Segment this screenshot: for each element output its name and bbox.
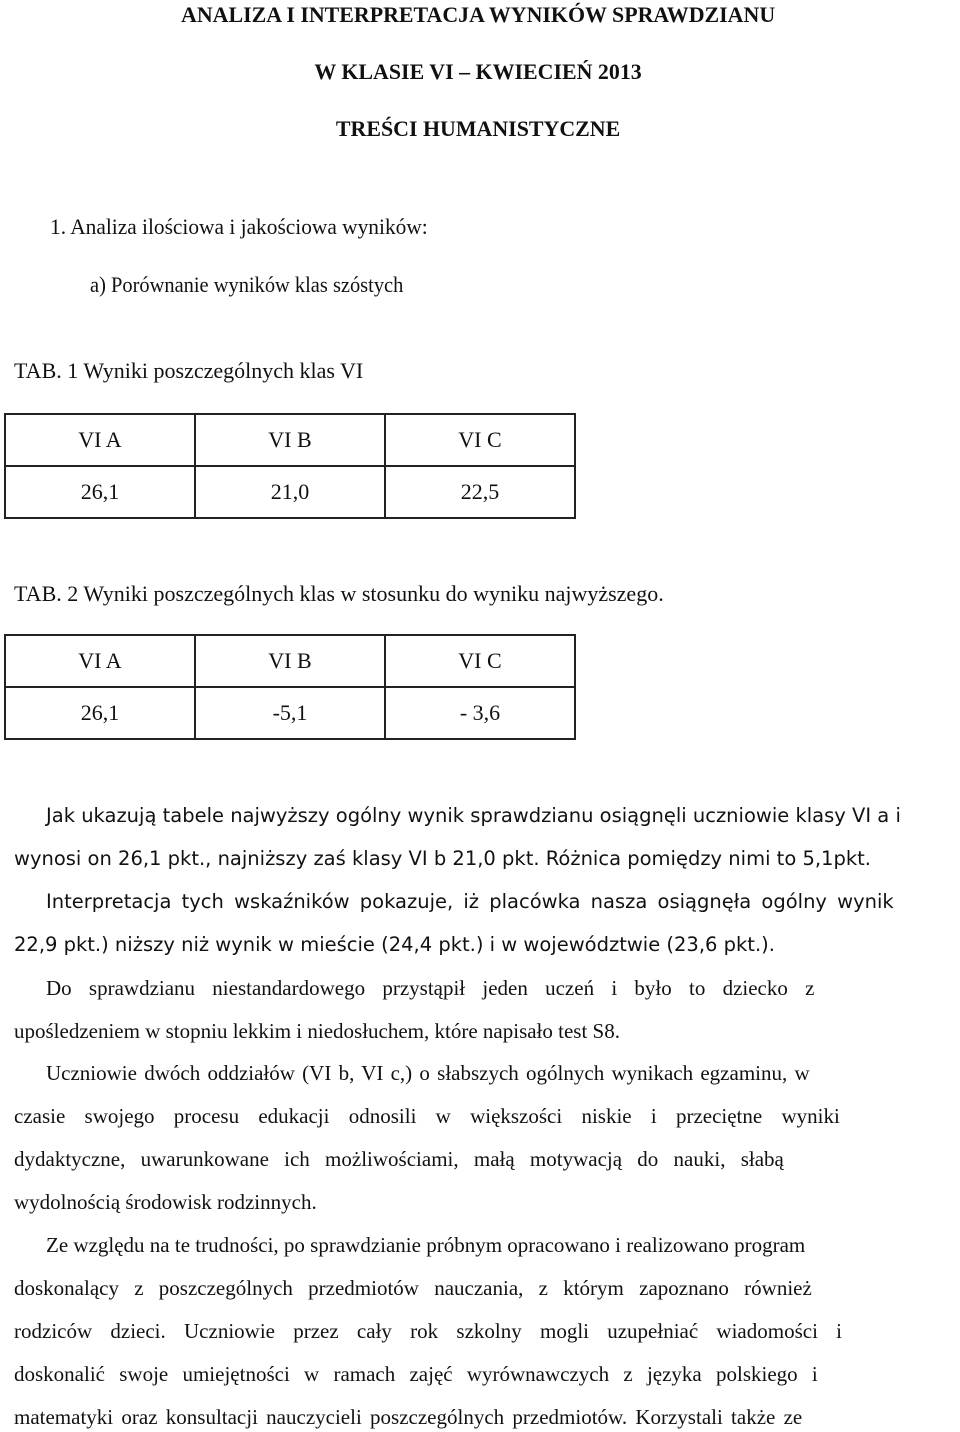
paragraph-5-line-1: Ze względu na te trudności, po sprawdzianie próbnym opracowano i realizowano program	[46, 1233, 806, 1257]
table-cell: 26,1	[5, 687, 195, 739]
results-table-2	[4, 634, 576, 740]
table-row	[5, 687, 575, 739]
paragraph-3-line-2: upośledzeniem w stopniu lekkim i niedosłuchem, które napisało test S8.	[14, 1019, 620, 1043]
table-2-caption: TAB. 2 Wyniki poszczególnych klas w stosunku do wyniku najwyższego.	[14, 581, 664, 606]
results-table-1	[4, 413, 576, 519]
paragraph-3-line-1: Do sprawdzianu niestandardowego przystąpił jeden uczeń i było to dziecko z	[46, 976, 815, 1000]
paragraph-1-line-1	[46, 801, 956, 831]
table-header-cell: VI B	[195, 635, 385, 687]
paragraph-2-line-2: 22,9 pkt.) niższy niż wynik w mieście (24,4 pkt.) i w województwie (23,6 pkt.).	[14, 933, 775, 956]
paragraph-4-line-1: Uczniowie dwóch oddziałów (VI b, VI c,) o słabszych ogólnych wynikach egzaminu, w	[46, 1061, 810, 1085]
table-header-cell: VI C	[385, 635, 575, 687]
document-title-line-2: W KLASIE VI – KWIECIEŃ 2013	[314, 59, 642, 84]
paragraph-text: Jak ukazują tabele najwyższy ogólny wynik sprawdzianu osiągnęli uczniowie klasy VI a i	[46, 804, 901, 827]
table-cell: 26,1	[5, 466, 195, 518]
document-title-line-3: TREŚCI HUMANISTYCZNE	[335, 116, 621, 141]
paragraph-5-line-3: rodziców dzieci. Uczniowie przez cały rok szkolny mogli uzupełniać wiadomości i	[14, 1319, 843, 1343]
table-cell: 21,0	[195, 466, 385, 518]
section-heading: 1. Analiza ilościowa i jakościowa wyników:	[50, 214, 428, 239]
table-header-cell: VI C	[385, 414, 575, 466]
table-cell: - 3,6	[385, 687, 575, 739]
table-header-cell: VI A	[5, 414, 195, 466]
table-header-cell: VI B	[195, 414, 385, 466]
table-header-cell: VI A	[5, 635, 195, 687]
table-row	[5, 466, 575, 518]
subsection-heading: a) Porównanie wyników klas szóstych	[90, 272, 404, 297]
paragraph-5-line-4: doskonalić swoje umiejętności w ramach zajęć wyrównawczych z języka polskiego i	[14, 1362, 818, 1386]
table-cell: -5,1	[195, 687, 385, 739]
paragraph-4-line-2: czasie swojego procesu edukacji odnosili w większości niskie i przeciętne wyniki	[14, 1104, 840, 1128]
table-cell: 22,5	[385, 466, 575, 518]
paragraph-1-line-2: wynosi on 26,1 pkt., najniższy zaś klasy VI b 21,0 pkt. Różnica pomiędzy nimi to 5,1pkt.	[14, 847, 871, 870]
paragraph-4-line-3: dydaktyczne, uwarunkowane ich możliwościami, małą motywacją do nauki, słabą	[14, 1147, 784, 1171]
document-title-line-1: ANALIZA I INTERPRETACJA WYNIKÓW SPRAWDZIANU	[180, 2, 776, 27]
paragraph-5-line-5: matematyki oraz konsultacji nauczycieli poszczególnych przedmiotów. Korzystali także ze	[14, 1405, 803, 1429]
paragraph-5-line-2: doskonalący z poszczególnych przedmiotów nauczania, z którym zapoznano również	[14, 1276, 812, 1300]
table-header-row	[5, 414, 575, 466]
table-1-caption: TAB. 1 Wyniki poszczególnych klas VI	[14, 358, 364, 383]
table-header-row	[5, 635, 575, 687]
paragraph-4-line-4: wydolnością środowisk rodzinnych.	[14, 1190, 317, 1214]
paragraph-2-line-1: Interpretacja tych wskaźników pokazuje, iż placówka nasza osiągnęła ogólny wynik	[46, 890, 894, 913]
